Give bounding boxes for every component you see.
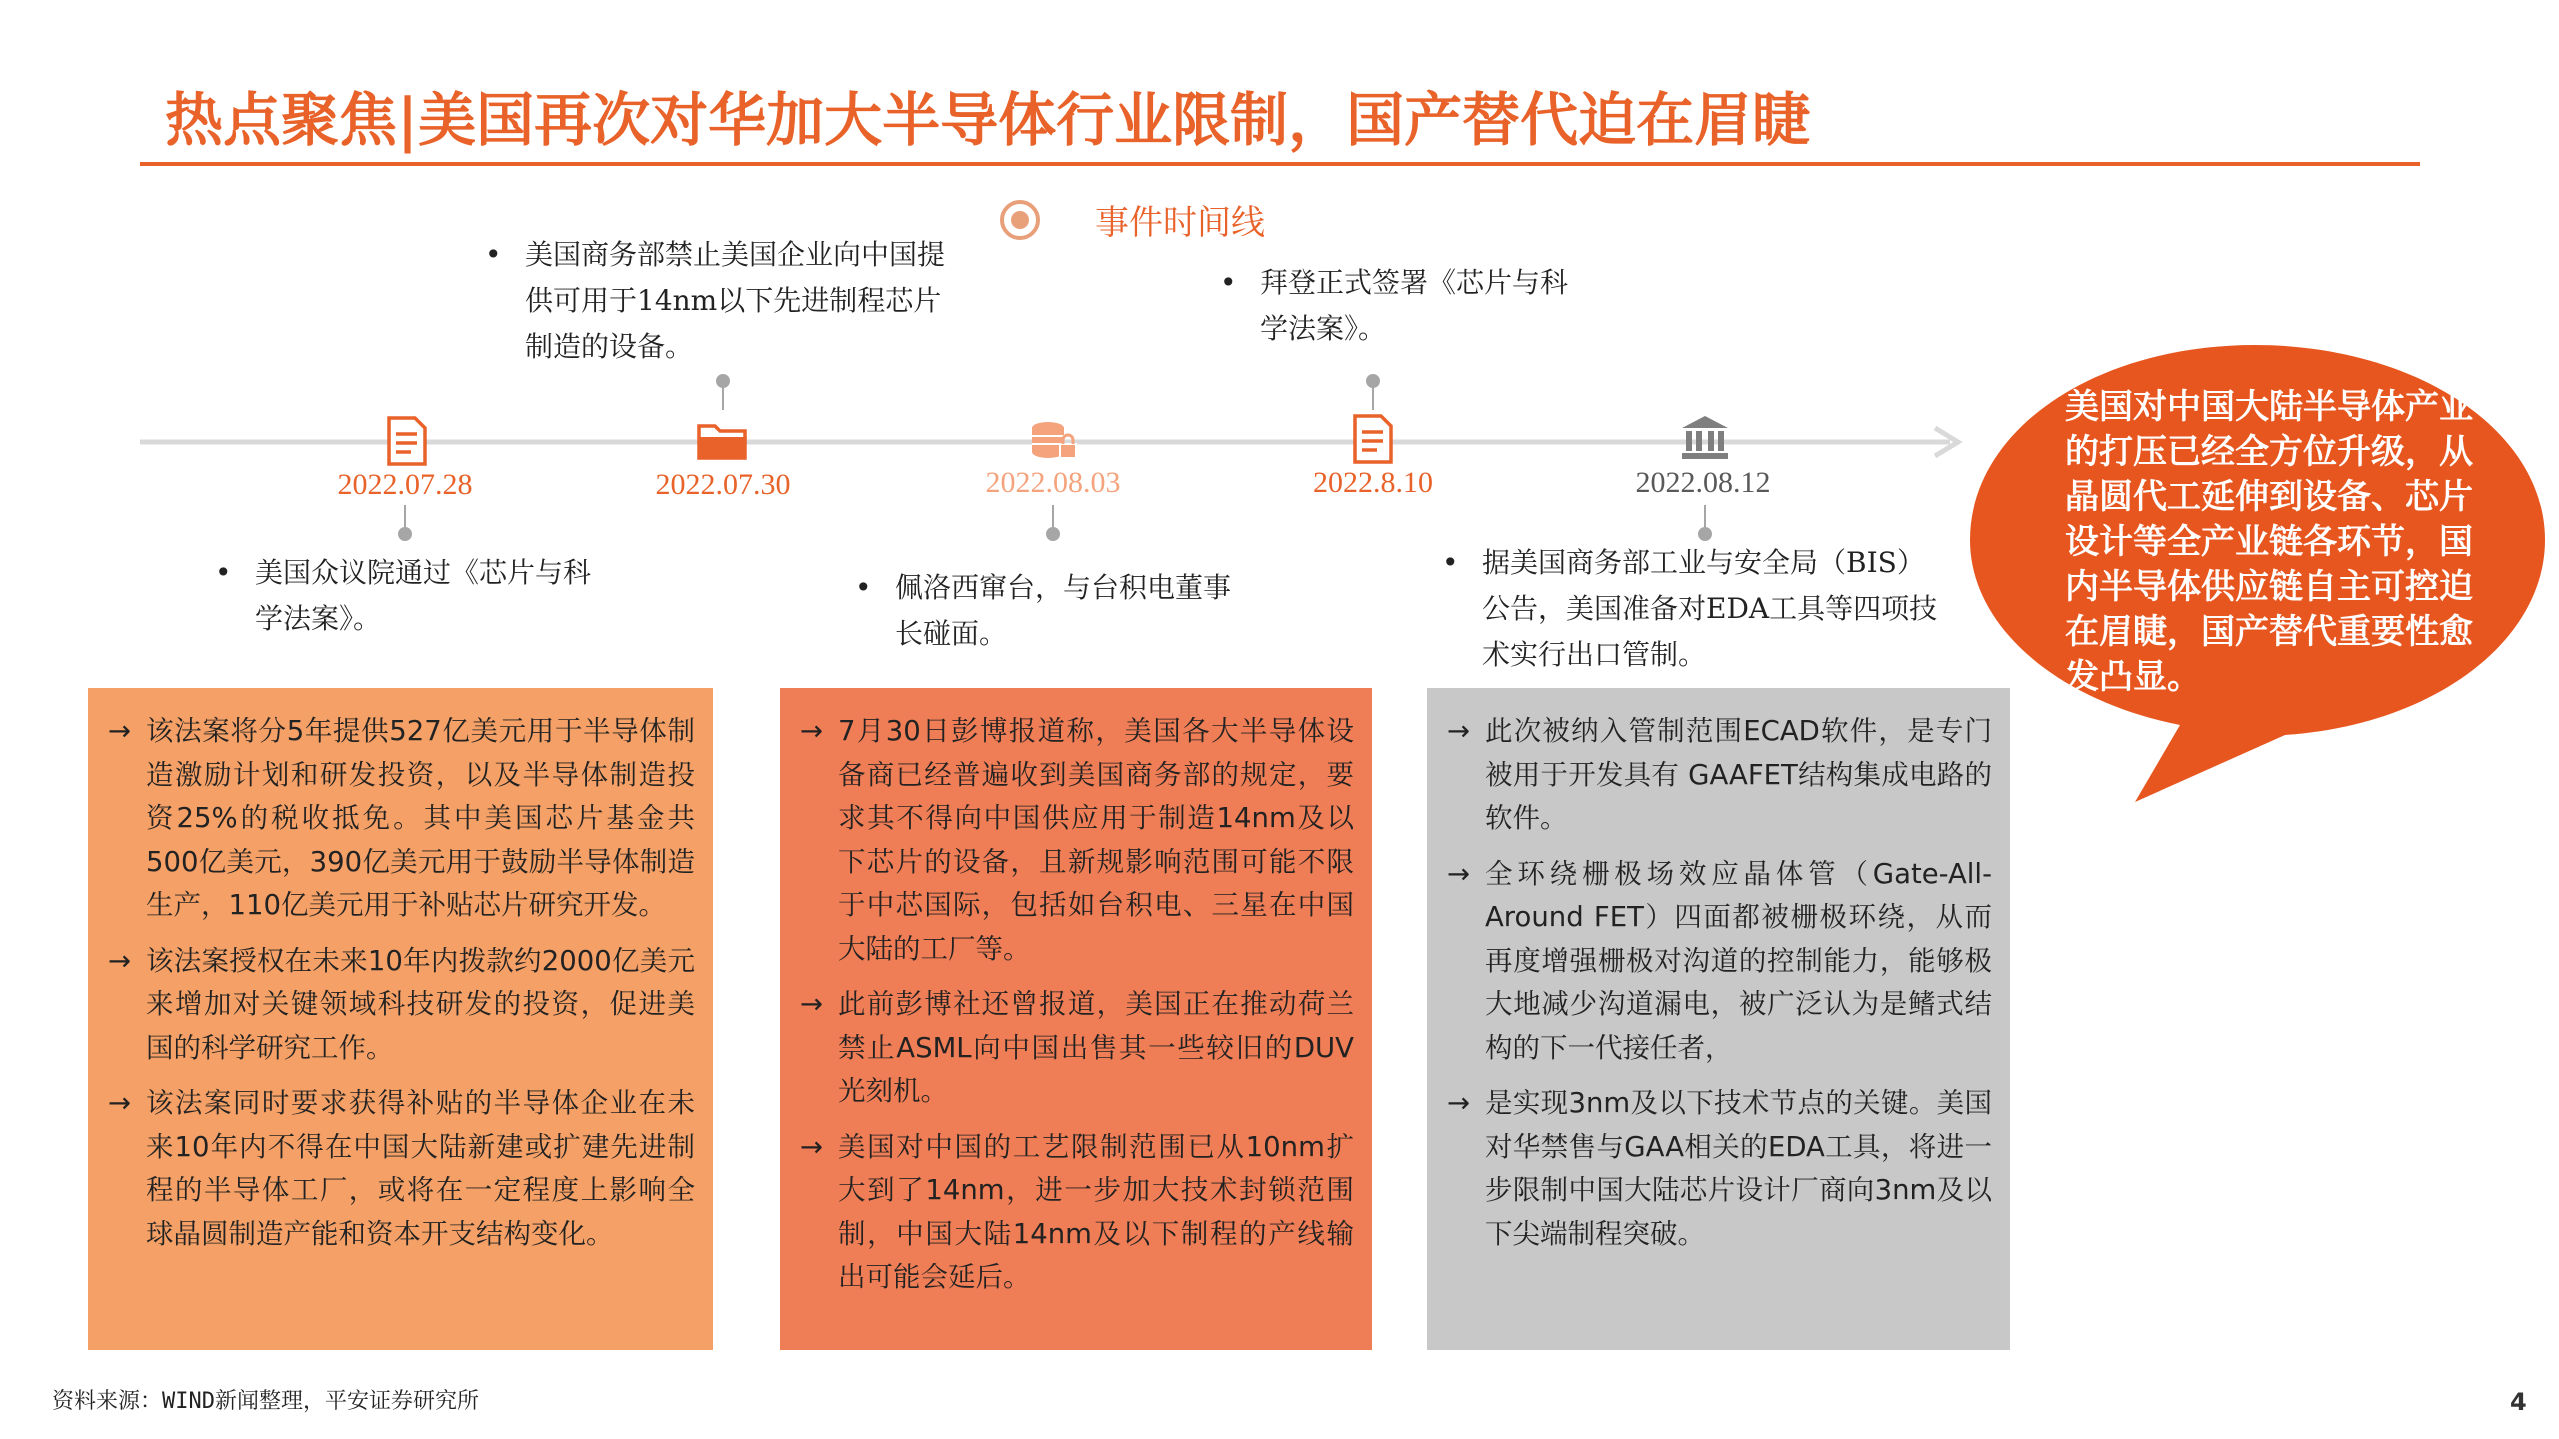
callout-text: 美国对中国大陆半导体产业的打压已经全方位升级，从晶圆代工延伸到设备、芯片设计等全产业链各环节，国内半导体供应链自主可控迫在眉睫，国产替代重要性愈发凸显。 — [2065, 387, 2473, 697]
document-icon — [1351, 414, 1395, 464]
event-date: 2022.07.30 — [655, 468, 791, 501]
detail-box-eda-control: → 此次被纳入管制范围ECAD软件，是专门被用于开发具有 GAAFET结构集成电路的软件。 → 全环绕栅极场效应晶体管（Gate-All-Around FET）四面都被栅极环绕，从而再度增强栅极对沟道的控制能力，能够极大地减少沟道漏电，被广泛认为是鳍式结构的下一代接任者， → 是实现3nm及以下技术节点的关键。美国对华禁售与GAA相关的EDA工具，将进一步限制中国大陆芯片设计厂商向3nm及以下尖端制程突破。 — [1427, 688, 2010, 1350]
database-lock-icon — [1030, 420, 1078, 462]
event-date: 2022.08.03 — [985, 466, 1121, 499]
page-number: 4 — [2510, 1388, 2527, 1416]
page-title: 热点聚焦|美国再次对华加大半导体行业限制，国产替代迫在眉睫 — [165, 86, 1811, 154]
event-date: 2022.08.12 — [1635, 466, 1771, 499]
timeline-label: 事件时间线 — [1095, 203, 1265, 243]
event-note: • 据美国商务部工业与安全局（BIS）公告，美国准备对EDA工具等四项技术实行出口管制。 — [1442, 546, 1938, 671]
event-note: • 美国商务部禁止美国企业向中国提供可用于14nm以下先进制程芯片制造的设备。 — [485, 238, 946, 363]
event-note: • 美国众议院通过《芯片与科学法案》。 — [215, 556, 592, 635]
detail-box-equipment-ban: → 7月30日彭博报道称，美国各大半导体设备商已经普遍收到美国商务部的规定，要求其不得向中国供应用于制造14nm及以下芯片的设备，且新规影响范围可能不限于中芯国际，包括如台积电、三星在中国大陆的工厂等。 → 此前彭博社还曾报道，美国正在推动荷兰禁止ASML向中国出售其一些较旧的DUV光刻机。 → 美国对中国的工艺限制范围已从10nm扩大到了14nm，进一步加大技术封锁范围制，中国大陆14nm及以下制程的产线输出可能会延后。 — [780, 688, 1372, 1350]
event-date: 2022.07.28 — [337, 468, 473, 501]
event-date: 2022.8.10 — [1313, 466, 1433, 499]
detail-box-chips-act: → 该法案将分5年提供527亿美元用于半导体制造激励计划和研发投资，以及半导体制造投资25%的税收抵免。其中美国芯片基金共500亿美元，390亿美元用于鼓励半导体制造生产，110亿美元用于补贴芯片研究开发。 → 该法案授权在未来10年内拨款约2000亿美元来增加对关键领域科技研发的投资，促进美国的科学研究工作。 → 该法案同时要求获得补贴的半导体企业在未来10年内不得在中国大陆新建或扩建先进制程的半导体工厂，或将在一定程度上影响全球晶圆制造产能和资本开支结构变化。 — [88, 688, 713, 1350]
source-note: 资料来源：WIND新闻整理，平安证券研究所 — [52, 1389, 479, 1414]
bank-icon — [1680, 414, 1730, 460]
document-icon — [385, 416, 429, 466]
folder-icon — [697, 420, 749, 462]
event-note: • 拜登正式签署《芯片与科学法案》。 — [1220, 266, 1569, 345]
event-note: • 佩洛西窜台，与台积电董事长碰面。 — [855, 571, 1232, 650]
